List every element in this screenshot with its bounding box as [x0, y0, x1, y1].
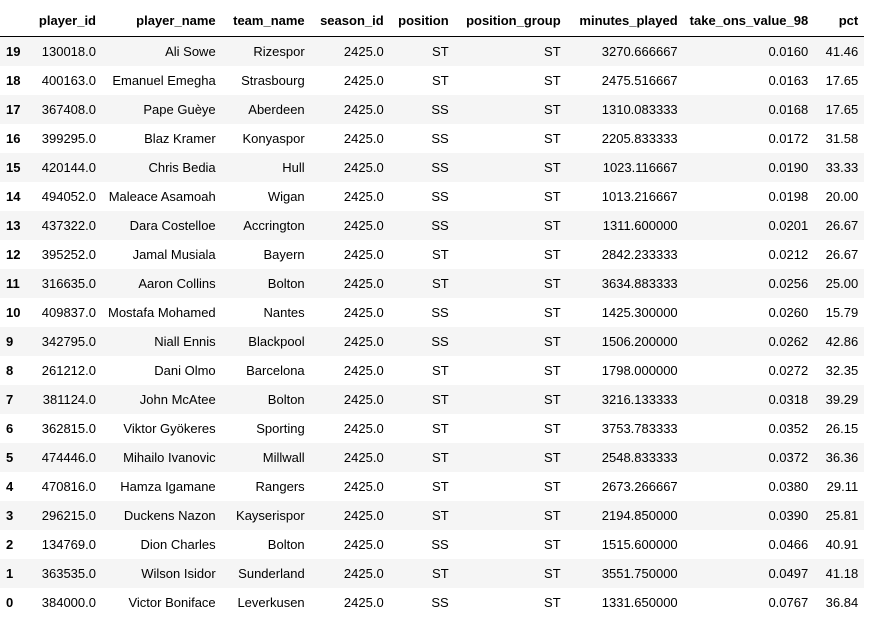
cell-position: ST	[432, 508, 449, 523]
cell-position: ST	[432, 479, 449, 494]
cell-take-ons-value-98: 0.0168	[768, 102, 809, 117]
table-row	[0, 240, 864, 269]
cell-pct: 33.33	[825, 160, 859, 175]
row-index: 12	[6, 247, 21, 262]
cell-position-group: ST	[544, 595, 561, 610]
cell-season-id: 2425.0	[343, 595, 384, 610]
cell-team-name: Rangers	[255, 479, 305, 494]
row-index: 11	[6, 276, 20, 291]
cell-team-name: Accrington	[243, 218, 305, 233]
cell-season-id: 2425.0	[343, 131, 384, 146]
cell-player-id: 296215.0	[41, 508, 96, 523]
cell-position-group: ST	[544, 421, 561, 436]
column-header-position-group: position_group	[455, 6, 567, 37]
cell-pct: 36.36	[825, 450, 859, 465]
cell-take-ons-value-98: 0.0172	[768, 131, 809, 146]
cell-player-name: Aaron Collins	[138, 276, 216, 291]
cell-take-ons-value-98: 0.0160	[768, 44, 809, 59]
cell-player-name: Blaz Kramer	[144, 131, 216, 146]
cell-minutes-played: 1515.600000	[601, 537, 678, 552]
cell-take-ons-value-98: 0.0190	[768, 160, 809, 175]
cell-position-group: ST	[544, 160, 561, 175]
cell-season-id: 2425.0	[343, 44, 384, 59]
cell-position-group: ST	[544, 44, 561, 59]
table-row	[0, 588, 864, 617]
cell-season-id: 2425.0	[343, 218, 384, 233]
cell-take-ons-value-98: 0.0380	[768, 479, 809, 494]
cell-team-name: Hull	[282, 160, 305, 175]
cell-season-id: 2425.0	[343, 392, 384, 407]
cell-player-name: Dara Costelloe	[129, 218, 216, 233]
cell-position: ST	[432, 73, 449, 88]
row-index: 3	[6, 508, 14, 523]
row-index: 2	[6, 537, 14, 552]
cell-position-group: ST	[544, 334, 561, 349]
column-header-player-id: player_id	[30, 6, 102, 37]
table-row	[0, 182, 864, 211]
table-row	[0, 269, 864, 298]
cell-season-id: 2425.0	[343, 334, 384, 349]
cell-take-ons-value-98: 0.0372	[768, 450, 809, 465]
cell-minutes-played: 1023.116667	[602, 160, 678, 175]
cell-season-id: 2425.0	[343, 102, 384, 117]
cell-position: SS	[431, 189, 449, 204]
cell-player-id: 494052.0	[41, 189, 96, 204]
table-row	[0, 211, 864, 240]
table-row	[0, 530, 864, 559]
cell-team-name: Kayserispor	[236, 508, 305, 523]
table-row	[0, 559, 864, 588]
cell-season-id: 2425.0	[343, 421, 384, 436]
cell-position: ST	[432, 421, 449, 436]
cell-season-id: 2425.0	[343, 508, 384, 523]
cell-pct: 31.58	[825, 131, 859, 146]
cell-position: SS	[431, 218, 449, 233]
table-row	[0, 414, 864, 443]
cell-position: ST	[432, 276, 449, 291]
column-header-pct: pct	[814, 6, 864, 37]
cell-player-id: 261212.0	[41, 363, 96, 378]
cell-season-id: 2425.0	[343, 160, 384, 175]
cell-minutes-played: 2475.516667	[601, 73, 678, 88]
cell-player-name: Pape Guèye	[143, 102, 216, 117]
cell-take-ons-value-98: 0.0466	[768, 537, 809, 552]
cell-minutes-played: 2194.850000	[601, 508, 678, 523]
row-index: 18	[6, 73, 21, 88]
cell-player-name: John McAtee	[139, 392, 216, 407]
row-index: 14	[6, 189, 21, 204]
cell-player-id: 437322.0	[41, 218, 96, 233]
table-row	[0, 327, 864, 356]
cell-player-name: Viktor Gyökeres	[123, 421, 216, 436]
cell-position: SS	[431, 102, 449, 117]
cell-minutes-played: 1425.300000	[601, 305, 678, 320]
cell-position: SS	[431, 537, 449, 552]
cell-position-group: ST	[544, 73, 561, 88]
cell-position-group: ST	[544, 102, 561, 117]
table-row	[0, 501, 864, 530]
cell-take-ons-value-98: 0.0256	[768, 276, 809, 291]
cell-position: SS	[431, 334, 449, 349]
cell-season-id: 2425.0	[343, 566, 384, 581]
cell-season-id: 2425.0	[343, 363, 384, 378]
cell-minutes-played: 1311.600000	[602, 218, 678, 233]
cell-player-id: 399295.0	[41, 131, 96, 146]
cell-minutes-played: 3753.783333	[601, 421, 678, 436]
cell-position: ST	[432, 566, 449, 581]
cell-minutes-played: 3634.883333	[601, 276, 678, 291]
cell-player-id: 363535.0	[41, 566, 96, 581]
cell-minutes-played: 3551.750000	[601, 566, 678, 581]
table-row	[0, 385, 864, 414]
column-header-take-ons-value-98: take_ons_value_98	[684, 6, 815, 37]
cell-team-name: Konyaspor	[242, 131, 305, 146]
cell-pct: 41.46	[825, 44, 859, 59]
cell-minutes-played: 3270.666667	[601, 44, 678, 59]
row-index: 0	[6, 595, 14, 610]
header-row	[0, 6, 864, 37]
cell-player-id: 130018.0	[41, 44, 96, 59]
cell-player-name: Wilson Isidor	[141, 566, 216, 581]
cell-player-name: Mihailo Ivanovic	[123, 450, 216, 465]
row-index: 10	[6, 305, 21, 320]
cell-minutes-played: 2548.833333	[601, 450, 678, 465]
cell-player-name: Niall Ennis	[154, 334, 216, 349]
cell-team-name: Nantes	[263, 305, 305, 320]
cell-player-name: Chris Bedia	[148, 160, 216, 175]
cell-player-id: 362815.0	[41, 421, 96, 436]
table-row	[0, 95, 864, 124]
cell-season-id: 2425.0	[343, 247, 384, 262]
cell-pct: 26.67	[825, 247, 859, 262]
cell-player-name: Mostafa Mohamed	[108, 305, 216, 320]
cell-position-group: ST	[544, 305, 561, 320]
cell-minutes-played: 1013.216667	[601, 189, 678, 204]
cell-position-group: ST	[544, 479, 561, 494]
cell-pct: 20.00	[825, 189, 859, 204]
cell-take-ons-value-98: 0.0163	[768, 73, 809, 88]
cell-minutes-played: 2673.266667	[601, 479, 678, 494]
cell-take-ons-value-98: 0.0212	[768, 247, 809, 262]
table-header	[0, 6, 864, 37]
cell-player-name: Victor Boniface	[128, 595, 216, 610]
cell-team-name: Strasbourg	[241, 73, 305, 88]
cell-season-id: 2425.0	[343, 537, 384, 552]
dataframe-table	[0, 6, 864, 617]
row-index: 16	[6, 131, 21, 146]
cell-team-name: Leverkusen	[237, 595, 305, 610]
cell-player-name: Maleace Asamoah	[108, 189, 216, 204]
cell-player-name: Ali Sowe	[165, 44, 216, 59]
cell-position-group: ST	[544, 363, 561, 378]
cell-position: ST	[432, 44, 449, 59]
cell-pct: 36.84	[825, 595, 859, 610]
cell-pct: 39.29	[825, 392, 859, 407]
cell-minutes-played: 1331.650000	[601, 595, 678, 610]
cell-team-name: Bolton	[267, 276, 305, 291]
cell-team-name: Bayern	[263, 247, 305, 262]
cell-player-name: Jamal Musiala	[132, 247, 216, 262]
index-header	[0, 6, 30, 37]
cell-take-ons-value-98: 0.0201	[768, 218, 809, 233]
cell-player-id: 381124.0	[42, 392, 96, 407]
cell-position-group: ST	[544, 537, 561, 552]
cell-position-group: ST	[544, 450, 561, 465]
cell-player-id: 367408.0	[41, 102, 96, 117]
row-index: 4	[6, 479, 14, 494]
cell-team-name: Blackpool	[248, 334, 305, 349]
cell-pct: 42.86	[825, 334, 859, 349]
table-row	[0, 356, 864, 385]
cell-take-ons-value-98: 0.0272	[768, 363, 809, 378]
cell-player-id: 474446.0	[41, 450, 96, 465]
cell-position-group: ST	[544, 276, 561, 291]
cell-take-ons-value-98: 0.0767	[768, 595, 809, 610]
cell-player-name: Hamza Igamane	[120, 479, 216, 494]
row-index: 17	[6, 102, 21, 117]
cell-player-id: 400163.0	[41, 73, 96, 88]
cell-take-ons-value-98: 0.0497	[768, 566, 809, 581]
cell-minutes-played: 3216.133333	[601, 392, 678, 407]
cell-player-id: 134769.0	[41, 537, 96, 552]
row-index: 13	[6, 218, 21, 233]
table-row	[0, 37, 864, 67]
cell-take-ons-value-98: 0.0352	[768, 421, 809, 436]
cell-team-name: Sporting	[256, 421, 305, 436]
cell-position: SS	[431, 160, 449, 175]
cell-position-group: ST	[544, 392, 561, 407]
cell-take-ons-value-98: 0.0260	[768, 305, 809, 320]
cell-team-name: Rizespor	[253, 44, 305, 59]
cell-position: ST	[432, 247, 449, 262]
cell-take-ons-value-98: 0.0198	[768, 189, 809, 204]
cell-pct: 32.35	[825, 363, 859, 378]
cell-minutes-played: 1798.000000	[601, 363, 678, 378]
column-header-minutes-played: minutes_played	[567, 6, 684, 37]
cell-team-name: Wigan	[267, 189, 305, 204]
cell-minutes-played: 2205.833333	[601, 131, 678, 146]
row-index: 8	[6, 363, 14, 378]
row-index: 15	[6, 160, 21, 175]
cell-player-name: Dani Olmo	[154, 363, 216, 378]
cell-pct: 29.11	[826, 479, 859, 494]
cell-pct: 17.65	[825, 102, 859, 117]
table-row	[0, 472, 864, 501]
cell-player-name: Duckens Nazon	[123, 508, 216, 523]
row-index: 5	[6, 450, 14, 465]
cell-pct: 17.65	[825, 73, 859, 88]
cell-position-group: ST	[544, 247, 561, 262]
cell-player-id: 470816.0	[41, 479, 96, 494]
cell-season-id: 2425.0	[343, 479, 384, 494]
table-row	[0, 153, 864, 182]
cell-player-id: 420144.0	[41, 160, 96, 175]
cell-pct: 41.18	[825, 566, 859, 581]
row-index: 7	[6, 392, 14, 407]
cell-pct: 25.00	[825, 276, 859, 291]
cell-pct: 25.81	[825, 508, 859, 523]
cell-pct: 40.91	[825, 537, 859, 552]
column-header-team-name: team_name	[222, 6, 311, 37]
table-row	[0, 298, 864, 327]
cell-team-name: Sunderland	[238, 566, 305, 581]
cell-position: SS	[431, 595, 449, 610]
column-header-position: position	[390, 6, 455, 37]
row-index: 1	[6, 566, 14, 581]
cell-team-name: Bolton	[267, 537, 305, 552]
cell-team-name: Aberdeen	[248, 102, 305, 117]
cell-position-group: ST	[544, 189, 561, 204]
row-index: 6	[6, 421, 14, 436]
table-row	[0, 443, 864, 472]
cell-position: ST	[432, 392, 449, 407]
cell-player-id: 409837.0	[41, 305, 96, 320]
cell-player-id: 395252.0	[41, 247, 96, 262]
cell-team-name: Barcelona	[246, 363, 305, 378]
cell-minutes-played: 2842.233333	[601, 247, 678, 262]
cell-position: SS	[431, 131, 449, 146]
cell-position: ST	[432, 363, 449, 378]
column-header-season-id: season_id	[311, 6, 390, 37]
cell-position-group: ST	[544, 131, 561, 146]
cell-player-id: 342795.0	[41, 334, 96, 349]
row-index: 9	[6, 334, 14, 349]
table-row	[0, 124, 864, 153]
cell-position-group: ST	[544, 218, 561, 233]
cell-take-ons-value-98: 0.0390	[768, 508, 809, 523]
cell-season-id: 2425.0	[343, 450, 384, 465]
cell-season-id: 2425.0	[343, 276, 384, 291]
cell-team-name: Bolton	[267, 392, 305, 407]
cell-take-ons-value-98: 0.0318	[768, 392, 809, 407]
cell-season-id: 2425.0	[343, 189, 384, 204]
cell-position: SS	[431, 305, 449, 320]
cell-minutes-played: 1310.083333	[601, 102, 678, 117]
cell-position-group: ST	[544, 508, 561, 523]
cell-pct: 26.15	[825, 421, 859, 436]
cell-player-id: 384000.0	[41, 595, 96, 610]
cell-season-id: 2425.0	[343, 305, 384, 320]
cell-pct: 15.79	[825, 305, 859, 320]
table-row	[0, 66, 864, 95]
cell-position-group: ST	[544, 566, 561, 581]
cell-take-ons-value-98: 0.0262	[768, 334, 809, 349]
table-body	[0, 37, 864, 618]
column-header-player-name: player_name	[102, 6, 222, 37]
cell-season-id: 2425.0	[343, 73, 384, 88]
cell-player-name: Dion Charles	[140, 537, 216, 552]
row-index: 19	[6, 44, 21, 59]
cell-pct: 26.67	[825, 218, 859, 233]
cell-position: ST	[432, 450, 449, 465]
cell-team-name: Millwall	[262, 450, 305, 465]
cell-player-id: 316635.0	[41, 276, 96, 291]
cell-player-name: Emanuel Emegha	[112, 73, 216, 88]
cell-minutes-played: 1506.200000	[601, 334, 678, 349]
